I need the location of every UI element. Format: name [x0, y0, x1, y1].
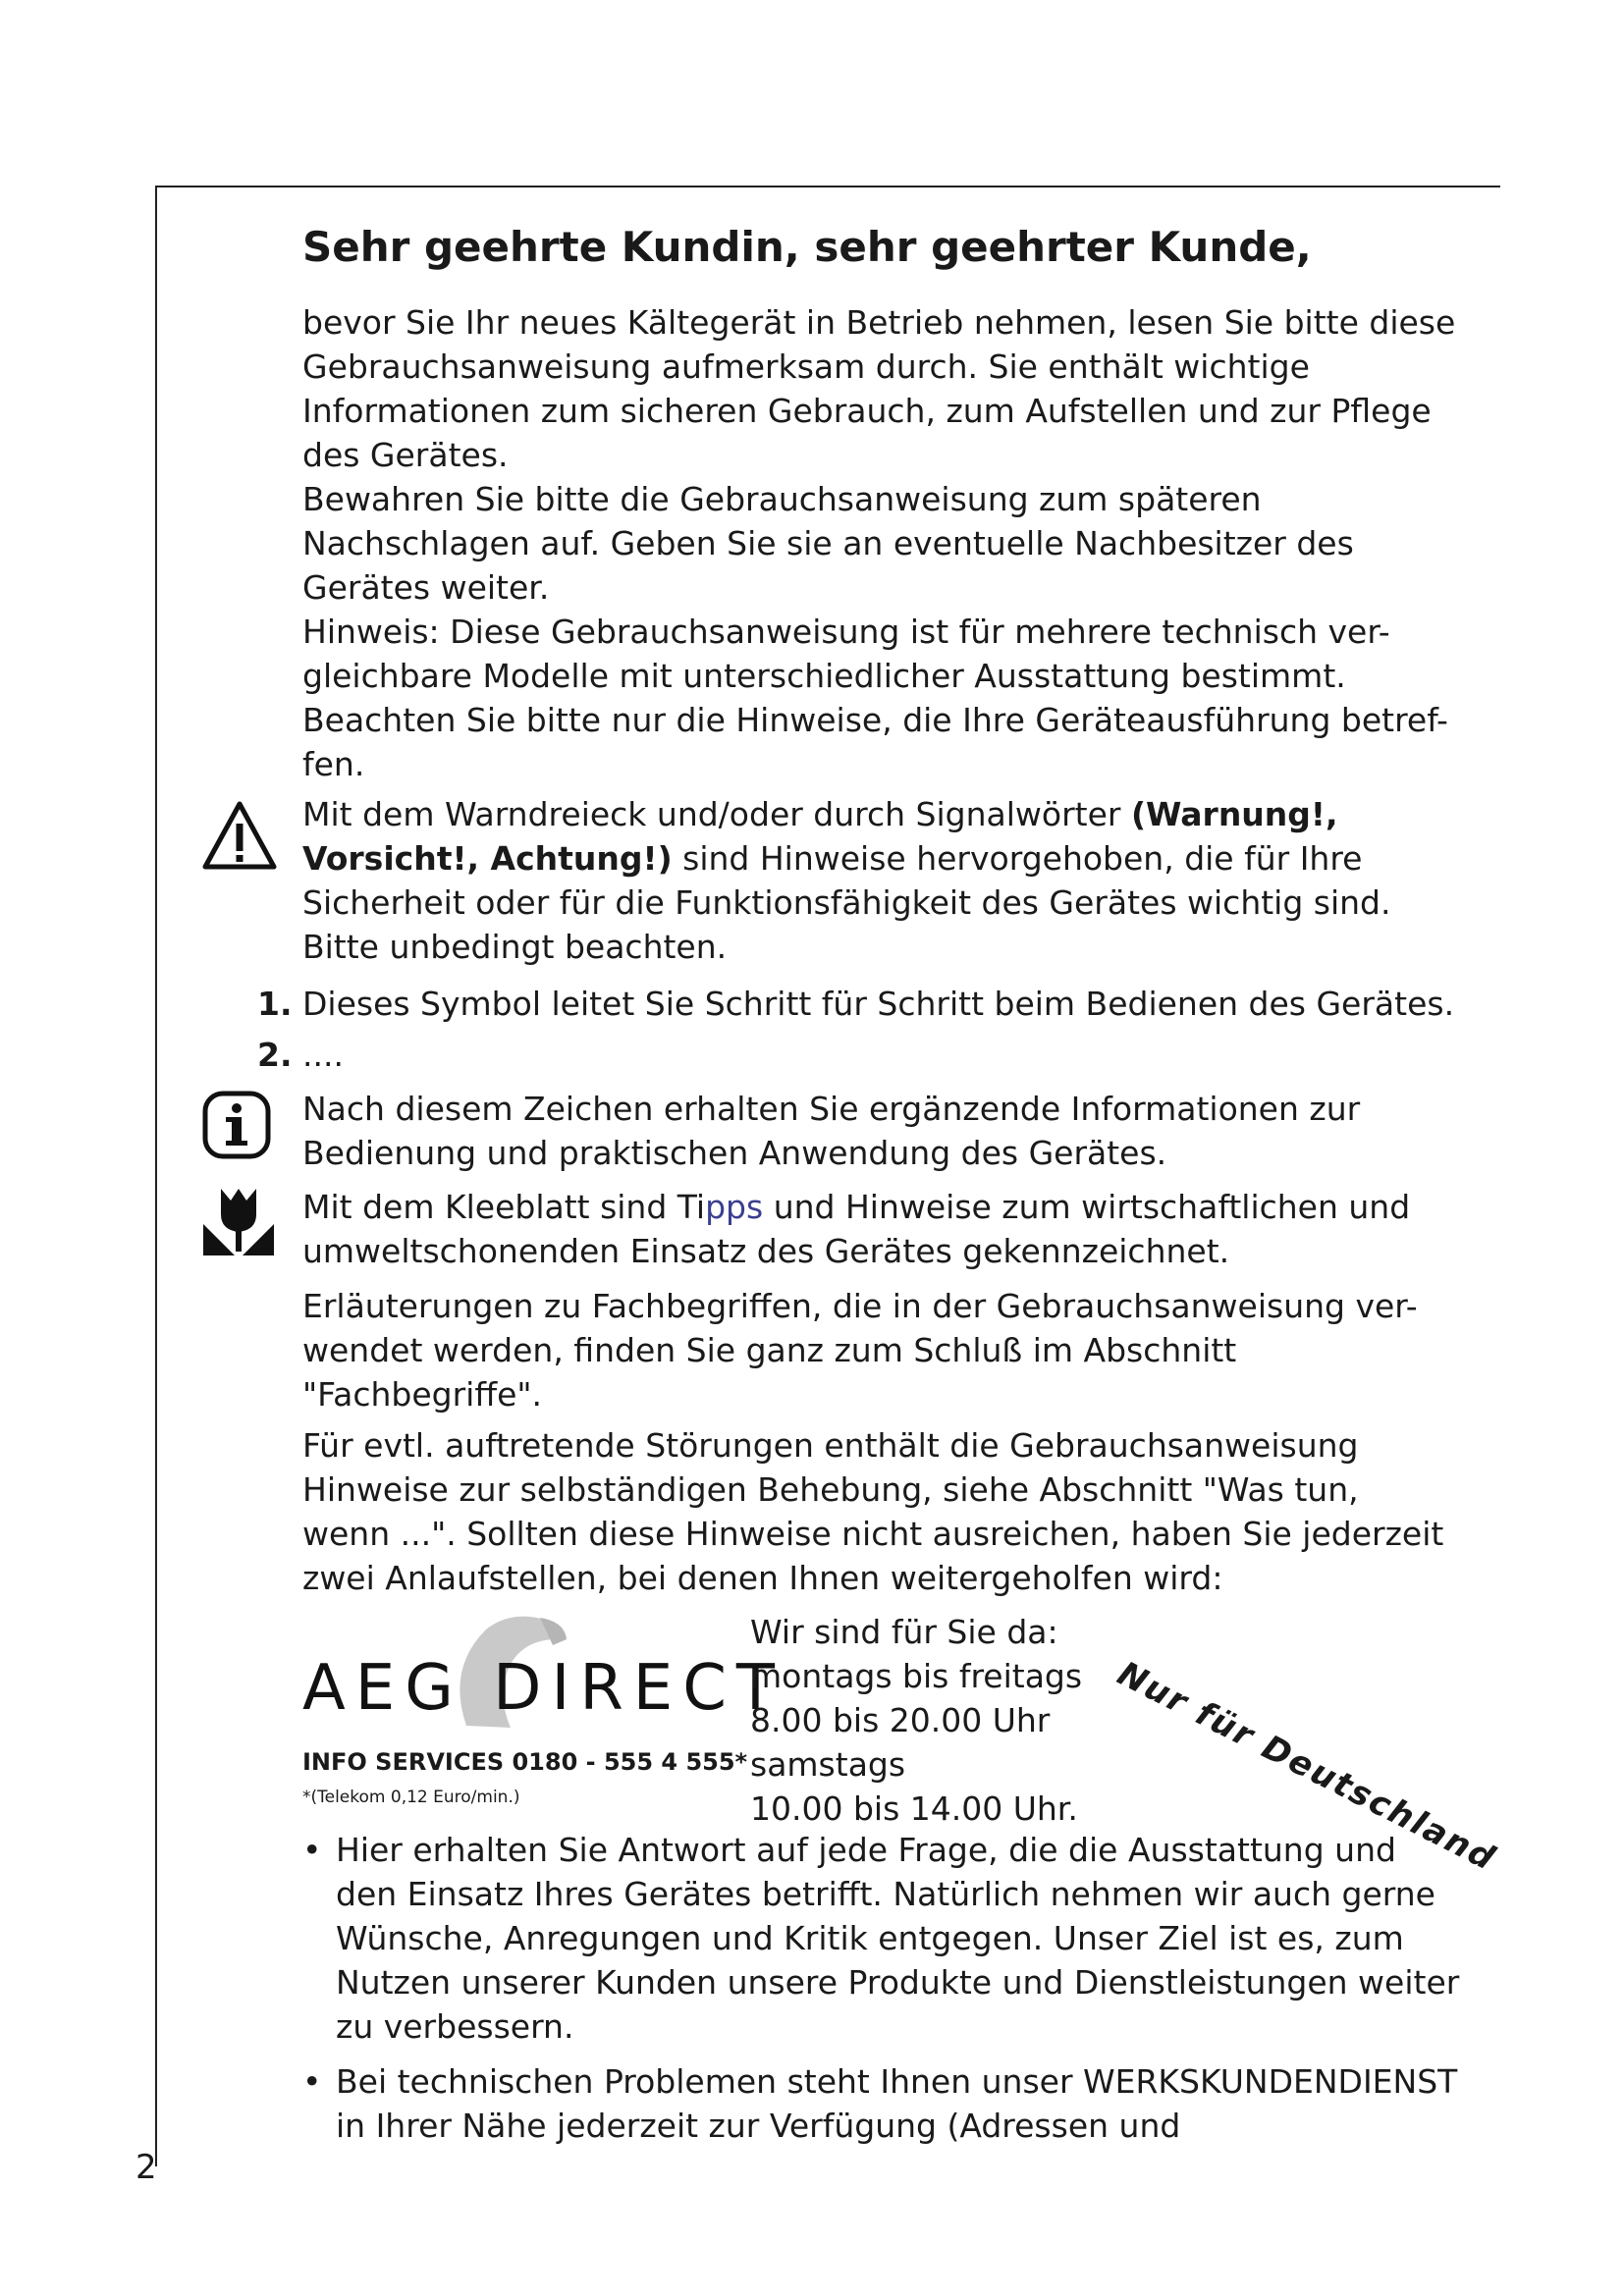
bullet-item-info-services: • Hier erhalten Sie Antwort auf jede Frage, die die Ausstattung und den Einsatz Ihres Gerätes betrifft. Natürlich nehmen wir auch gerne Wünsche, Anregungen und Kritik entgegen. Unser Ziel ist es, zum Nutzen unserer Kunden unsere Produkte und Dienstleistungen weiter zu verbessern. [302, 1828, 1471, 2049]
troubleshooting-paragraph: Für evtl. auftretende Störungen enthält die Gebrauchsanweisung Hinweise zur selbständigen Behebung, siehe Abschnitt "Was tun, wenn ...". Sollten diese Hinweise nicht ausreichen, haben Sie jederzeit zwei Anlaufstellen, bei denen Ihnen weitergeholfen wird: [302, 1426, 1444, 1597]
warning-triangle-icon [201, 800, 278, 871]
bullet-dot: • [302, 2062, 322, 2101]
step-text-1: Dieses Symbol leitet Sie Schritt für Schritt beim Bedienen des Gerätes. [302, 985, 1455, 1023]
service-hours: Wir sind für Sie da: montags bis freitags 8.00 bis 20.00 Uhr samstags 10.00 bis 14.00 Uhr. [750, 1613, 1083, 1828]
telekom-rate-note: *(Telekom 0,12 Euro/min.) [302, 1788, 520, 1807]
eco-paragraph: Mit dem Kleeblatt sind Tipps und Hinweise zum wirtschaftlichen und umweltschonenden Einsatz des Gerätes gekennzeichnet. [302, 1188, 1411, 1270]
germany-only-note: Nur für Deutschland [1110, 1654, 1502, 1880]
page-title: Sehr geehrte Kundin, sehr geehrter Kunde, [302, 223, 1312, 271]
info-icon [201, 1090, 272, 1160]
info-services-phone: INFO SERVICES 0180 - 555 4 555* [302, 1748, 748, 1776]
step-number-2: 2. [257, 1036, 293, 1074]
bullet-item-service: • Bei technischen Problemen steht Ihnen unser WERKSKUNDENDIENST in Ihrer Nähe jederzeit zur Verfügung (Adressen und [302, 2059, 1471, 2148]
step-text-2: .... [302, 1036, 344, 1074]
intro-paragraph: bevor Sie Ihr neues Kältegerät in Betrieb nehmen, lesen Sie bitte diese Gebrauchsanweisung aufmerksam durch. Sie enthält wichtige Informationen zum sicheren Gebrauch, zum Aufstellen und zur Pflege des Gerätes. Bewahren Sie bitte die Gebrauchsanweisung zum späteren Nachschlagen auf. Geben Sie sie an eventuelle Nachbesitzer des Gerätes weiter. Hinweis: Diese Gebrauchsanweisung ist für mehrere technisch ver- gleichbare Modelle mit unterschiedlicher Ausstattung bestimmt. Beachten Sie bitte nur die Hinweise, die Ihre Geräteausführung betref- fen. [302, 303, 1456, 783]
top-rule [155, 186, 1500, 187]
bullet-dot: • [302, 1831, 322, 1869]
left-rule [155, 186, 157, 2166]
info-paragraph: Nach diesem Zeichen erhalten Sie ergänzende Informationen zur Bedienung und praktischen Anwendung des Gerätes. [302, 1090, 1361, 1172]
page-number: 2 [135, 2148, 157, 2187]
step-number-1: 1. [257, 985, 293, 1023]
eco-tulip-icon [199, 1185, 278, 1259]
warning-paragraph: Mit dem Warndreieck und/oder durch Signalwörter (Warnung!, Vorsicht!, Achtung!) sind Hinweise hervorgehoben, die für Ihre Sicherheit oder für die Funktionsfähigkeit des Gerätes wichtig sind. Bitte unbedingt beachten. [302, 795, 1391, 966]
glossary-paragraph: Erläuterungen zu Fachbegriffen, die in der Gebrauchsanweisung ver- wendet werden, finden Sie ganz zum Schluß im Abschnitt "Fachbegriffe". [302, 1287, 1418, 1414]
aeg-direct-logo: AEG DIRECT [302, 1652, 785, 1725]
